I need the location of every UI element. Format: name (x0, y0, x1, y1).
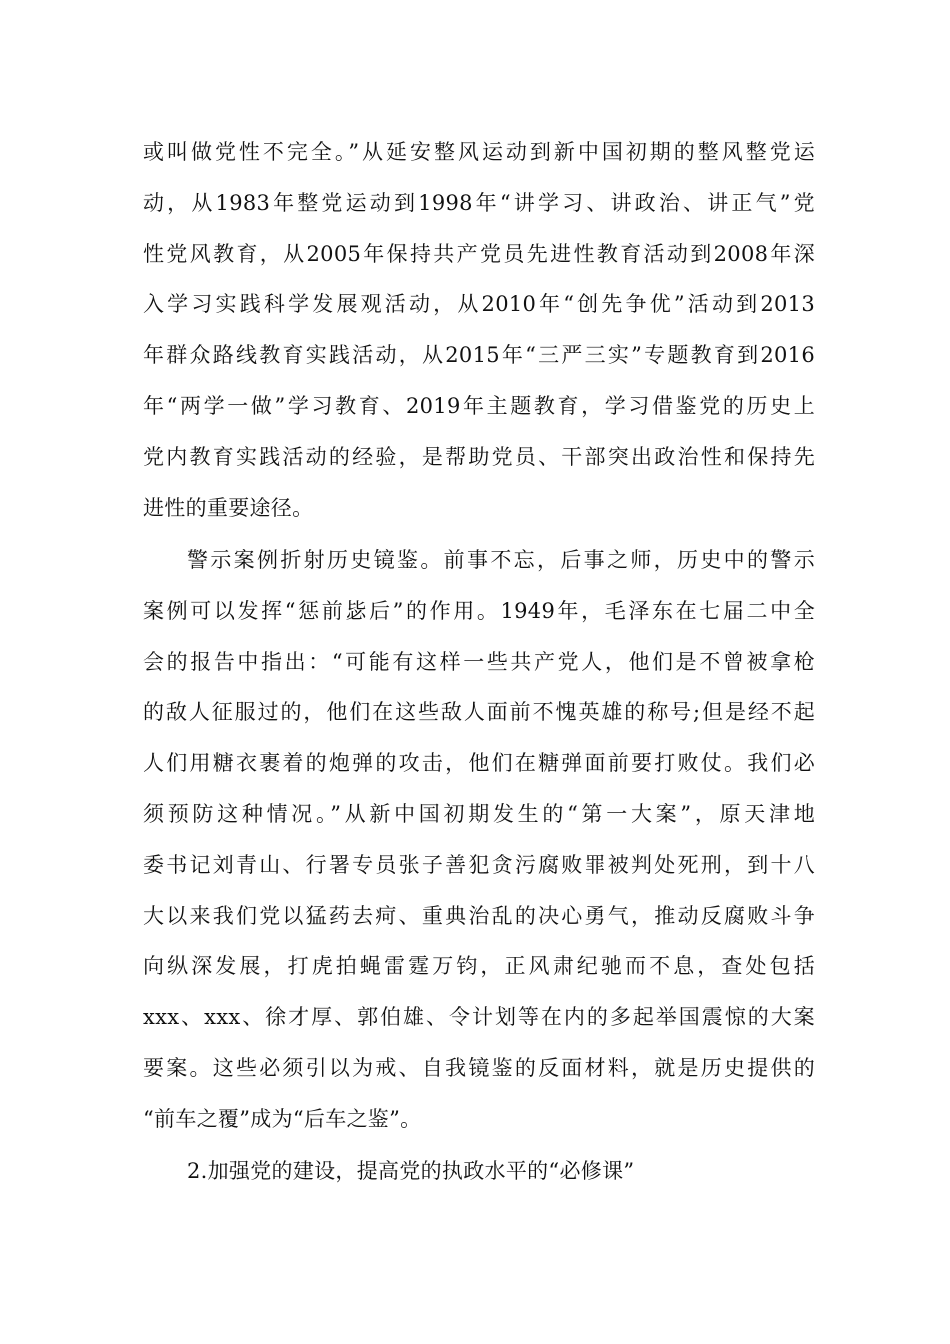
text-line: 警示案例折射历史镜鉴。前事不忘，后事之师，历史中的警示 (187, 548, 815, 572)
text-line: 进性的重要途径。 (143, 495, 314, 520)
text-line: 须预防这种情况。”从新中国初期发生的“第一大案”，原天津地 (143, 801, 815, 826)
text-line: 委书记刘青山、行署专员张子善犯贪污腐败罪被判处死刑，到十八 (143, 852, 815, 877)
paragraph-party-education-history (143, 127, 815, 533)
text-line: 入学习实践科学发展观活动，从2010年“创先争优”活动到2013 (143, 292, 815, 317)
text-line: 或叫做党性不完全。”从延安整风运动到新中国初期的整风整党运 (143, 140, 815, 164)
paragraph-warning-cases (143, 535, 815, 1145)
text-line: 会的报告中指出：“可能有这样一些共产党人，他们是不曾被拿枪 (143, 649, 815, 674)
text-line: 性党风教育，从2005年保持共产党员先进性教育活动到2008年深 (143, 241, 815, 266)
text-line: 大以来我们党以猛药去疴、重典治乱的决心勇气，推动反腐败斗争 (143, 903, 815, 928)
text-line: “前车之覆”成为“后车之鉴”。 (143, 1106, 422, 1131)
text-line: 年群众路线教育实践活动，从2015年“三严三实”专题教育到2016 (143, 343, 815, 368)
text-line: 人们用糖衣裹着的炮弹的攻击，他们在糖弹面前要打败仗。我们必 (143, 751, 815, 776)
text-line: 要案。这些必须引以为戒、自我镜鉴的反面材料，就是历史提供的 (143, 1055, 815, 1080)
section-heading-text: 2.加强党的建设，提高党的执政水平的“必修课” (187, 1159, 635, 1183)
section-heading (143, 1146, 815, 1197)
text-line: 向纵深发展，打虎拍蝇雷霆万钧，正风肃纪驰而不息，查处包括 (143, 954, 815, 979)
text-line: xxx、xxx、徐才厚、郭伯雄、令计划等在内的多起举国震惊的大案 (143, 1005, 815, 1030)
text-line: 的敌人征服过的，他们在这些敌人面前不愧英雄的称号;但是经不起 (143, 700, 815, 725)
text-line: 党内教育实践活动的经验，是帮助党员、干部突出政治性和保持先 (143, 444, 815, 469)
text-line: 案例可以发挥“惩前毖后”的作用。1949年，毛泽东在七届二中全 (143, 598, 815, 623)
text-line: 动，从1983年整党运动到1998年“讲学习、讲政治、讲正气”党 (143, 190, 815, 215)
text-line: 年“两学一做”学习教育、2019年主题教育，学习借鉴党的历史上 (143, 393, 815, 418)
